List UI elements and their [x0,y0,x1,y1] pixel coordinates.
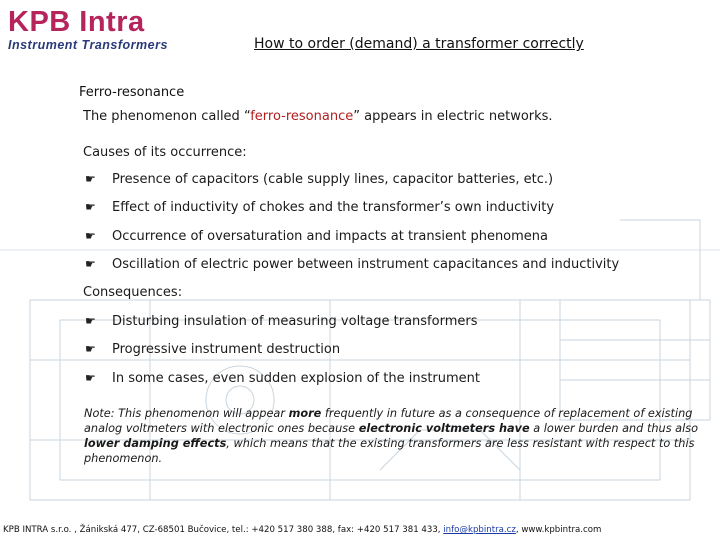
page-title: How to order (demand) a transformer correctly [254,36,584,52]
consequence-item [85,371,480,386]
consequences-heading: Consequences: [83,285,183,300]
consequence-item [85,314,477,329]
cause-item-text: Effect of inductivity of chokes and the transformer’s own inductivity [112,200,555,215]
note-text: frequently in future as a consequence of replacement of existing analog voltmeters with electronic ones because [84,407,693,435]
causes-heading: Causes of its occurrence: [83,145,247,160]
cause-item [85,257,619,272]
footer-contact [3,525,601,535]
pointing-hand-icon: ☛ [85,229,96,243]
consequence-item [85,342,340,357]
note-text: Note: This phenomenon will appear [84,407,289,420]
note-emphasis: electronic voltmeters have [358,422,530,435]
note-paragraph [84,406,716,466]
cause-item [85,200,554,215]
pointing-hand-icon: ☛ [85,314,96,328]
section-title: Ferro-resonance [79,85,185,100]
logo-brand: KPB Intra [8,6,145,38]
pointing-hand-icon: ☛ [85,371,96,385]
footer-address: KPB INTRA s.r.o. , Žánikská 477, CZ-68501 Bučovice, tel.: +420 517 380 388, fax: +420 517 381 433, [3,525,444,535]
consequence-item-text: In some cases, even sudden explosion of the instrument [112,371,481,386]
note-text: a lower burden and thus also [529,422,699,435]
logo-tagline: Instrument Transformers [8,38,168,52]
pointing-hand-icon: ☛ [85,257,96,271]
consequence-item-text: Progressive instrument destruction [112,342,341,357]
cause-item-text: Oscillation of electric power between instrument capacitances and inductivity [112,257,620,272]
website-link[interactable]: www.kpbintra.com [521,525,602,535]
email-link[interactable]: info@kpbintra.cz [443,525,516,535]
intro-term: ferro-resonance [250,109,354,124]
note-emphasis: more [288,407,322,420]
cause-item [85,172,553,187]
pointing-hand-icon: ☛ [85,342,96,356]
note-text: , which means that the existing transformers are less resistant with respect to this phenomenon. [84,437,695,465]
cause-item [85,229,548,244]
intro-before: The phenomenon called “ [83,109,251,124]
cause-item-text: Occurrence of oversaturation and impacts at transient phenomena [112,229,549,244]
pointing-hand-icon: ☛ [85,172,96,186]
cause-item-text: Presence of capacitors (cable supply lines, capacitor batteries, etc.) [112,172,554,187]
consequence-item-text: Disturbing insulation of measuring voltage transformers [112,314,478,329]
pointing-hand-icon: ☛ [85,200,96,214]
intro-text [83,109,553,124]
note-emphasis: lower damping effects [84,437,227,450]
footer-separator: , [515,525,522,535]
intro-after: ” appears in electric networks. [353,109,553,124]
